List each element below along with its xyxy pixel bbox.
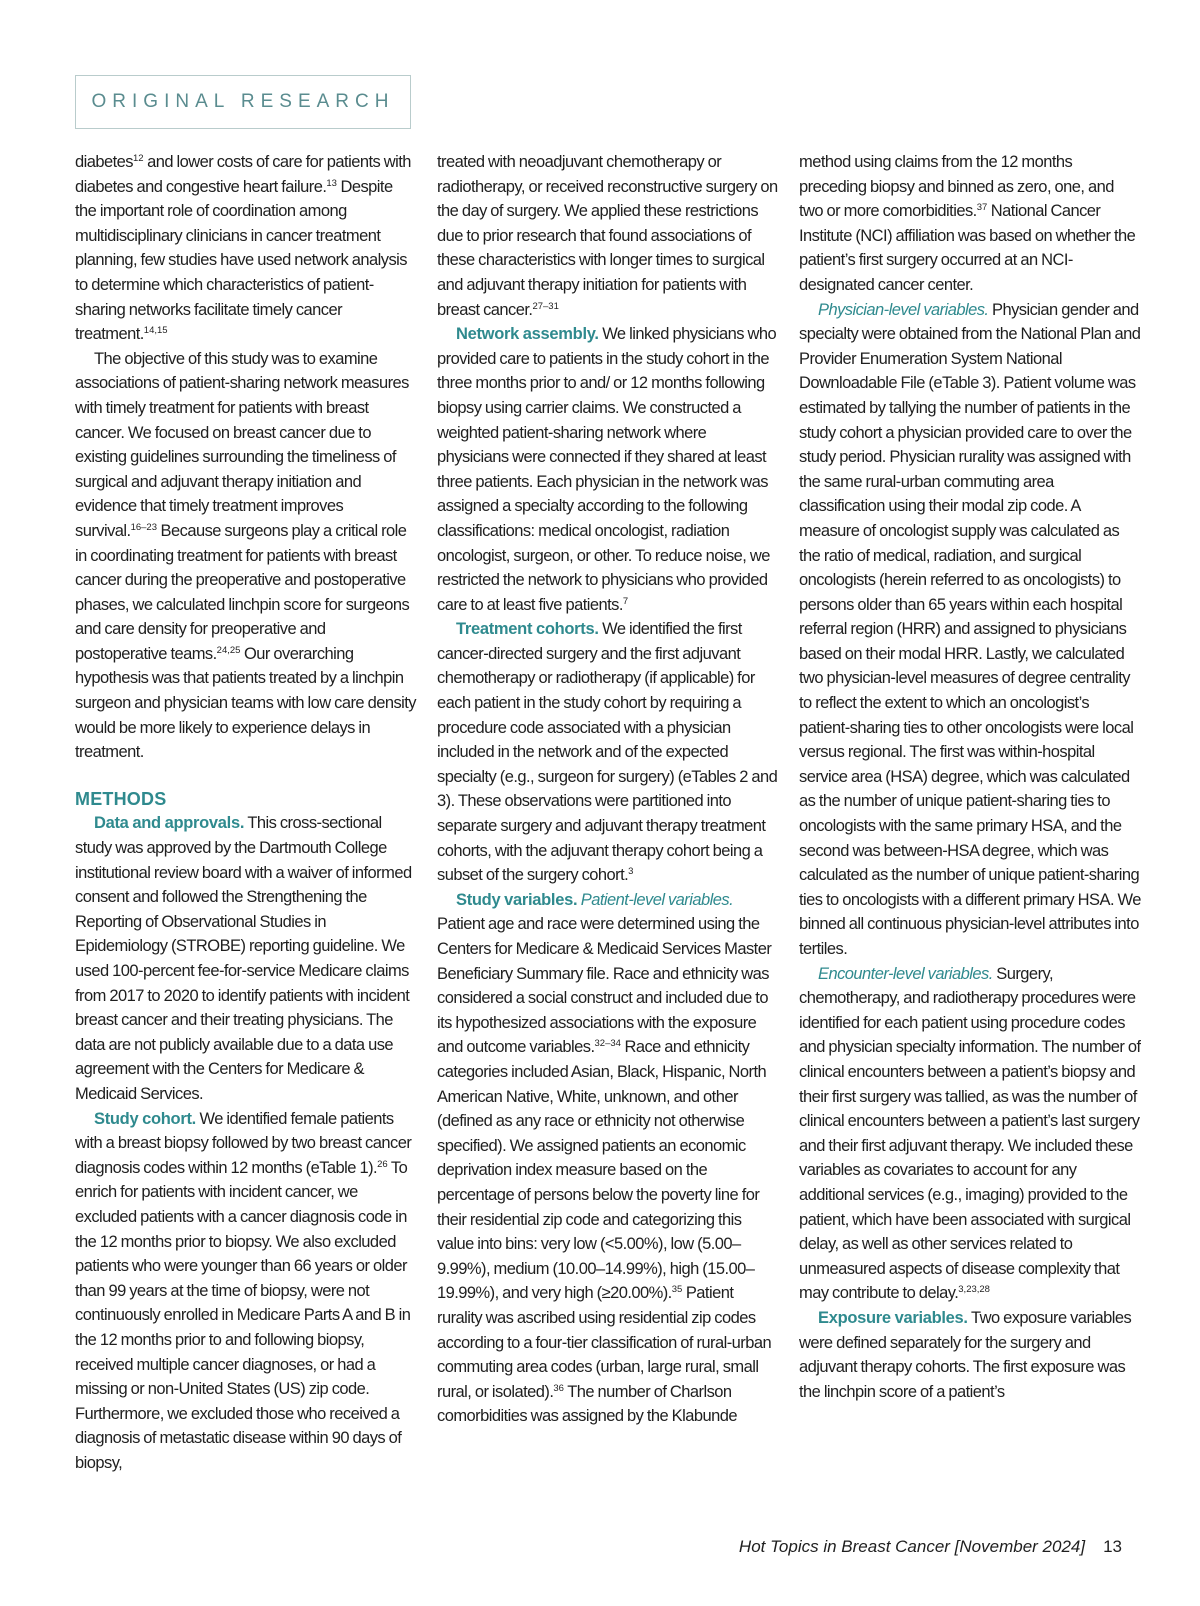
paragraph: The objective of this study was to examine associations of patient-sharing network measures with timely treatment for patients with breast cancer. We focused on breast cancer due to existing guidelines surrounding the timeliness of surgical and adjuvant therapy initiation and evidence that timely treatment improves survival.$^{16-23}$ Because surgeons play a critical role in coordinating treatment for patients with breast cancer during the preoperative and postoperative phases, we calculated linchpin score for surgeons and care density for preoperative and postoperative teams.$^{24,25}$ Our overarching hypothesis was that patients treated by a linchpin surgeon and physician teams with low care density would be more likely to experience delays in treatment. xyxy=(75,349,416,762)
text-column-1 xyxy=(75,150,417,1510)
italic-subheading: Encounter-level variables. xyxy=(818,964,993,983)
run-in-heading: Data and approvals. xyxy=(94,814,245,833)
paragraph: Exposure variables. Two exposure variables were defined separately for the surgery and adjuvant therapy cohorts. The first exposure was the linchpin score of a patient’s xyxy=(799,1308,1132,1401)
italic-subheading: Physician-level variables. xyxy=(818,300,989,319)
paragraph: method using claims from the 12 months preceding biopsy and binned as zero, one, and two or more comorbidities.$^{37}$ National Cancer Institute (NCI) affiliation was based on whether the patient’s first surgery occurred at an NCI-designated cancer center. xyxy=(799,153,1136,294)
paragraph: Study variables. Patient-level variables. Patient age and race were determined using the Centers for Medicare & Medicaid Services Master Beneficiary Summary file. Race and ethnicity was considered a social construct and included due to its hypothesized associations with the exposure and outcome variables.$^{32-34}$ Race and ethnicity categories included Asian, Black, Hispanic, North American Native, White, unknown, and other (defined as any race or ethnicity not otherwise specified). We assigned patients an economic deprivation index measure based on the percentage of persons below the poverty line for their residential zip code and categorizing this value into bins: very low (<5.00%), low (5.00–9.99%), medium (10.00–14.99%), high (15.00–19.99%), and very high (≥20.00%).$^{35}$ Patient rurality was ascribed using residential zip codes according to a four-tier classification of rural-urban commuting area codes (urban, large rural, small rural, or isolated).$^{36}$ The number of Charlson comorbidities was assigned by the Klabunde xyxy=(437,890,772,1426)
paragraph: Treatment cohorts. We identified the first cancer-directed surgery and the first adjuvant chemotherapy or radiotherapy (if applicable) for each patient in the study cohort by requiring a procedure code associated with a physician included in the network and of the expected specialty (e.g., surgeon for surgery) (eTables 2 and 3). These observations were partitioned into separate surgery and adjuvant therapy treatment cohorts, with the adjuvant therapy cohort being a subset of the surgery cohort.$^3$ xyxy=(437,620,778,885)
page-footer xyxy=(739,1537,1122,1557)
run-in-heading: Network assembly. xyxy=(456,325,599,344)
run-in-heading: Study cohort. xyxy=(94,1109,196,1128)
run-in-heading: Exposure variables. xyxy=(818,1308,968,1327)
journal-title: Hot Topics in Breast Cancer [November 2024] xyxy=(738,1537,1086,1556)
section-heading-methods: METHODS xyxy=(75,788,167,809)
paragraph: Network assembly. We linked physicians who provided care to patients in the study cohort in the three months prior to and/ or 12 months following biopsy using carrier claims. We constructed a weighted patient-sharing network where physicians were connected if they shared at least three patients. Each physician in the network was assigned a specialty according to the following classifications: medical oncologist, radiation oncologist, surgeon, or other. To reduce noise, we restricted the network to physicians who provided care to at least five patients.$^7$ xyxy=(437,325,777,614)
italic-subheading: Patient-level variables. xyxy=(577,890,734,909)
section-label-box xyxy=(75,75,411,129)
paragraph: treated with neoadjuvant chemotherapy or radiotherapy, or received reconstructive surgery on the day of surgery. We applied these restrictions due to prior research that found associations of these characteristics with longer times to surgical and adjuvant therapy initiation for patients with breast cancer.$^{27-31}$ xyxy=(437,153,778,319)
section-label: ORIGINAL RESEARCH xyxy=(91,91,395,112)
page-number: 13 xyxy=(1103,1537,1122,1556)
paragraph: Physician-level variables. Physician gender and specialty were obtained from the National Plan and Provider Enumeration System National Downloadable File (eTable 3). Patient volume was estimated by tallying the number of patients in the study cohort a physician provided care to over the study period. Physician rurality was assigned with the same rural-urban commuting area classification using their modal zip code. A measure of oncologist supply was calculated as the ratio of medical, radiation, and surgical oncologists (herein referred to as oncologists) to persons older than 65 years within each hospital referral region (HRR) and assigned to physicians based on their modal HRR. Lastly, we calculated two physician-level measures of degree centrality to reflect the extent to which an oncologist’s patient-sharing ties to other oncologists were local versus regional. The first was within-hospital service area (HSA) degree, which was calculated as the number of unique patient-sharing ties to oncologists with the same primary HSA, and the second was between-HSA degree, which was calculated as the number of unique patient-sharing ties to oncologists with a different primary HSA. We binned all continuous physician-level attributes into tertiles. xyxy=(799,300,1141,958)
paragraph: Study cohort. We identified female patients with a breast biopsy followed by two breast cancer diagnosis codes within 12 months (eTable 1).$^{26}$ To enrich for patients with incident cancer, we excluded patients with a cancer diagnosis code in the 12 months prior to biopsy. We also excluded patients who were younger than 66 years or older than 99 years at the time of biopsy, were not continuously enrolled in Medicare Parts A and B in the 12 months prior to and following biopsy, received multiple cancer diagnoses, or had a missing or non-United States (US) zip code. Furthermore, we excluded those who received a diagnosis of metastatic disease within 90 days of biopsy, xyxy=(75,1109,412,1472)
paragraph: Encounter-level variables. Surgery, chemotherapy, and radiotherapy procedures were identified for each patient using procedure codes and physician specialty information. The number of clinical encounters between a patient’s biopsy and their first surgery was tallied, as was the number of clinical encounters between a patient’s last surgery and their first adjuvant therapy. We included these variables as covariates to account for any additional services (e.g., imaging) provided to the patient, which have been associated with surgical delay, as well as other services related to unmeasured aspects of disease complexity that may contribute to delay.$^{3,23,28}$ xyxy=(799,964,1141,1303)
paragraph: diabetes$^{12}$ and lower costs of care for patients with diabetes and congestive heart failure.$^{13}$ Despite the important role of coordination among multidisciplinary clinicians in cancer treatment planning, few studies have used network analysis to determine which characteristics of patient-sharing networks facilitate timely cancer treatment.$^{14,15}$ xyxy=(75,153,411,344)
run-in-heading: Study variables. xyxy=(456,890,578,909)
text-column-2 xyxy=(437,150,779,1510)
run-in-heading: Treatment cohorts. xyxy=(456,620,599,639)
paragraph: Data and approvals. This cross-sectional study was approved by the Dartmouth College institutional review board with a waiver of informed consent and followed the Strengthening the Reporting of Observational Studies in Epidemiology (STROBE) reporting guideline. We used 100-percent fee-for-service Medicare claims from 2017 to 2020 to identify patients with incident breast cancer and their treating physicians. The data are not publicly available due to a data use agreement with the Centers for Medicare & Medicaid Services. xyxy=(75,814,412,1103)
text-column-3 xyxy=(799,150,1141,1510)
